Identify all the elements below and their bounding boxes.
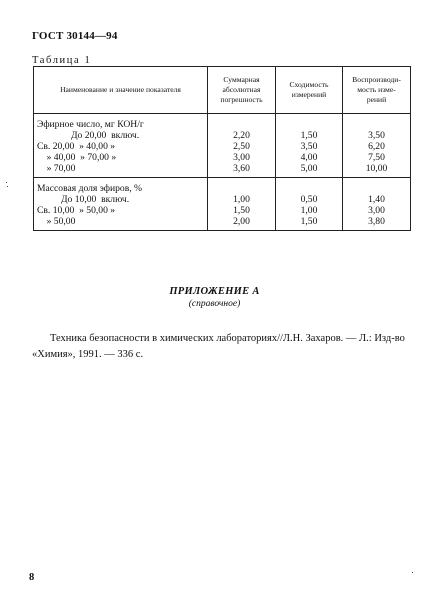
cell-total-error: 3,00: [208, 152, 276, 163]
cell-total-error: 2,50: [208, 141, 276, 152]
cell-reproducibility: 10,00: [343, 163, 411, 178]
cell-total-error: [208, 114, 276, 131]
table-row: [34, 178, 411, 195]
row-label: Массовая доля эфиров, %: [34, 178, 208, 195]
table-row: [34, 216, 411, 231]
cell-repeatability: 1,50: [276, 216, 343, 231]
scan-speck: [7, 186, 8, 187]
cell-reproducibility: 7,50: [343, 152, 411, 163]
cell-reproducibility: 3,00: [343, 205, 411, 216]
document-code-header: ГОСТ 30144—94: [32, 30, 118, 42]
cell-repeatability: [276, 114, 343, 131]
cell-repeatability: 1,50: [276, 130, 343, 141]
cell-total-error: [208, 178, 276, 195]
column-header-repeatability: Сходимость измерений: [276, 67, 343, 114]
cell-repeatability: [276, 178, 343, 195]
column-header-total-error: Суммарная абсолютная погрешность: [208, 67, 276, 114]
table-row: [34, 130, 411, 141]
table-header-row: [34, 67, 411, 114]
row-label: Св. 10,00 » 50,00 »: [34, 205, 208, 216]
table-row: [34, 194, 411, 205]
cell-total-error: 1,00: [208, 194, 276, 205]
row-label: Эфирное число, мг КОН/г: [34, 114, 208, 131]
row-label: » 70,00: [34, 163, 208, 178]
cell-repeatability: 0,50: [276, 194, 343, 205]
cell-reproducibility: 1,40: [343, 194, 411, 205]
scan-speck: [412, 572, 413, 573]
appendix-title: ПРИЛОЖЕНИЕ А: [169, 286, 260, 297]
cell-total-error: 2,20: [208, 130, 276, 141]
cell-repeatability: 4,00: [276, 152, 343, 163]
cell-reproducibility: [343, 178, 411, 195]
cell-reproducibility: [343, 114, 411, 131]
cell-repeatability: 1,00: [276, 205, 343, 216]
row-label: » 50,00: [34, 216, 208, 231]
cell-reproducibility: 6,20: [343, 141, 411, 152]
table-row: [34, 205, 411, 216]
row-label: До 10,00 включ.: [34, 194, 208, 205]
column-header-name: Наименование и значение показателя: [34, 67, 208, 114]
table-row: [34, 141, 411, 152]
reference-line-2: «Химия», 1991. — 336 с.: [32, 349, 144, 360]
row-label: Св. 20,00 » 40,00 »: [34, 141, 208, 152]
row-label: До 20,00 включ.: [34, 130, 208, 141]
scan-speck: [6, 182, 7, 183]
appendix-subtitle: (справочное): [188, 299, 241, 309]
reference-line-1: Техника безопасности в химических лабораториях//Л.Н. Захаров. — Л.: Изд-во: [50, 333, 405, 344]
column-header-reproducibility: Воспроизводи- мость изме- рений: [343, 67, 411, 114]
table-row: [34, 152, 411, 163]
row-label: » 40,00 » 70,00 »: [34, 152, 208, 163]
cell-total-error: 3,60: [208, 163, 276, 178]
table-row: [34, 163, 411, 178]
precision-table: [33, 66, 411, 231]
table-row: [34, 114, 411, 131]
cell-repeatability: 3,50: [276, 141, 343, 152]
cell-total-error: 2,00: [208, 216, 276, 231]
cell-total-error: 1,50: [208, 205, 276, 216]
cell-reproducibility: 3,80: [343, 216, 411, 231]
cell-reproducibility: 3,50: [343, 130, 411, 141]
page-number: 8: [29, 572, 35, 583]
table-caption: Таблица 1: [32, 55, 92, 66]
cell-repeatability: 5,00: [276, 163, 343, 178]
